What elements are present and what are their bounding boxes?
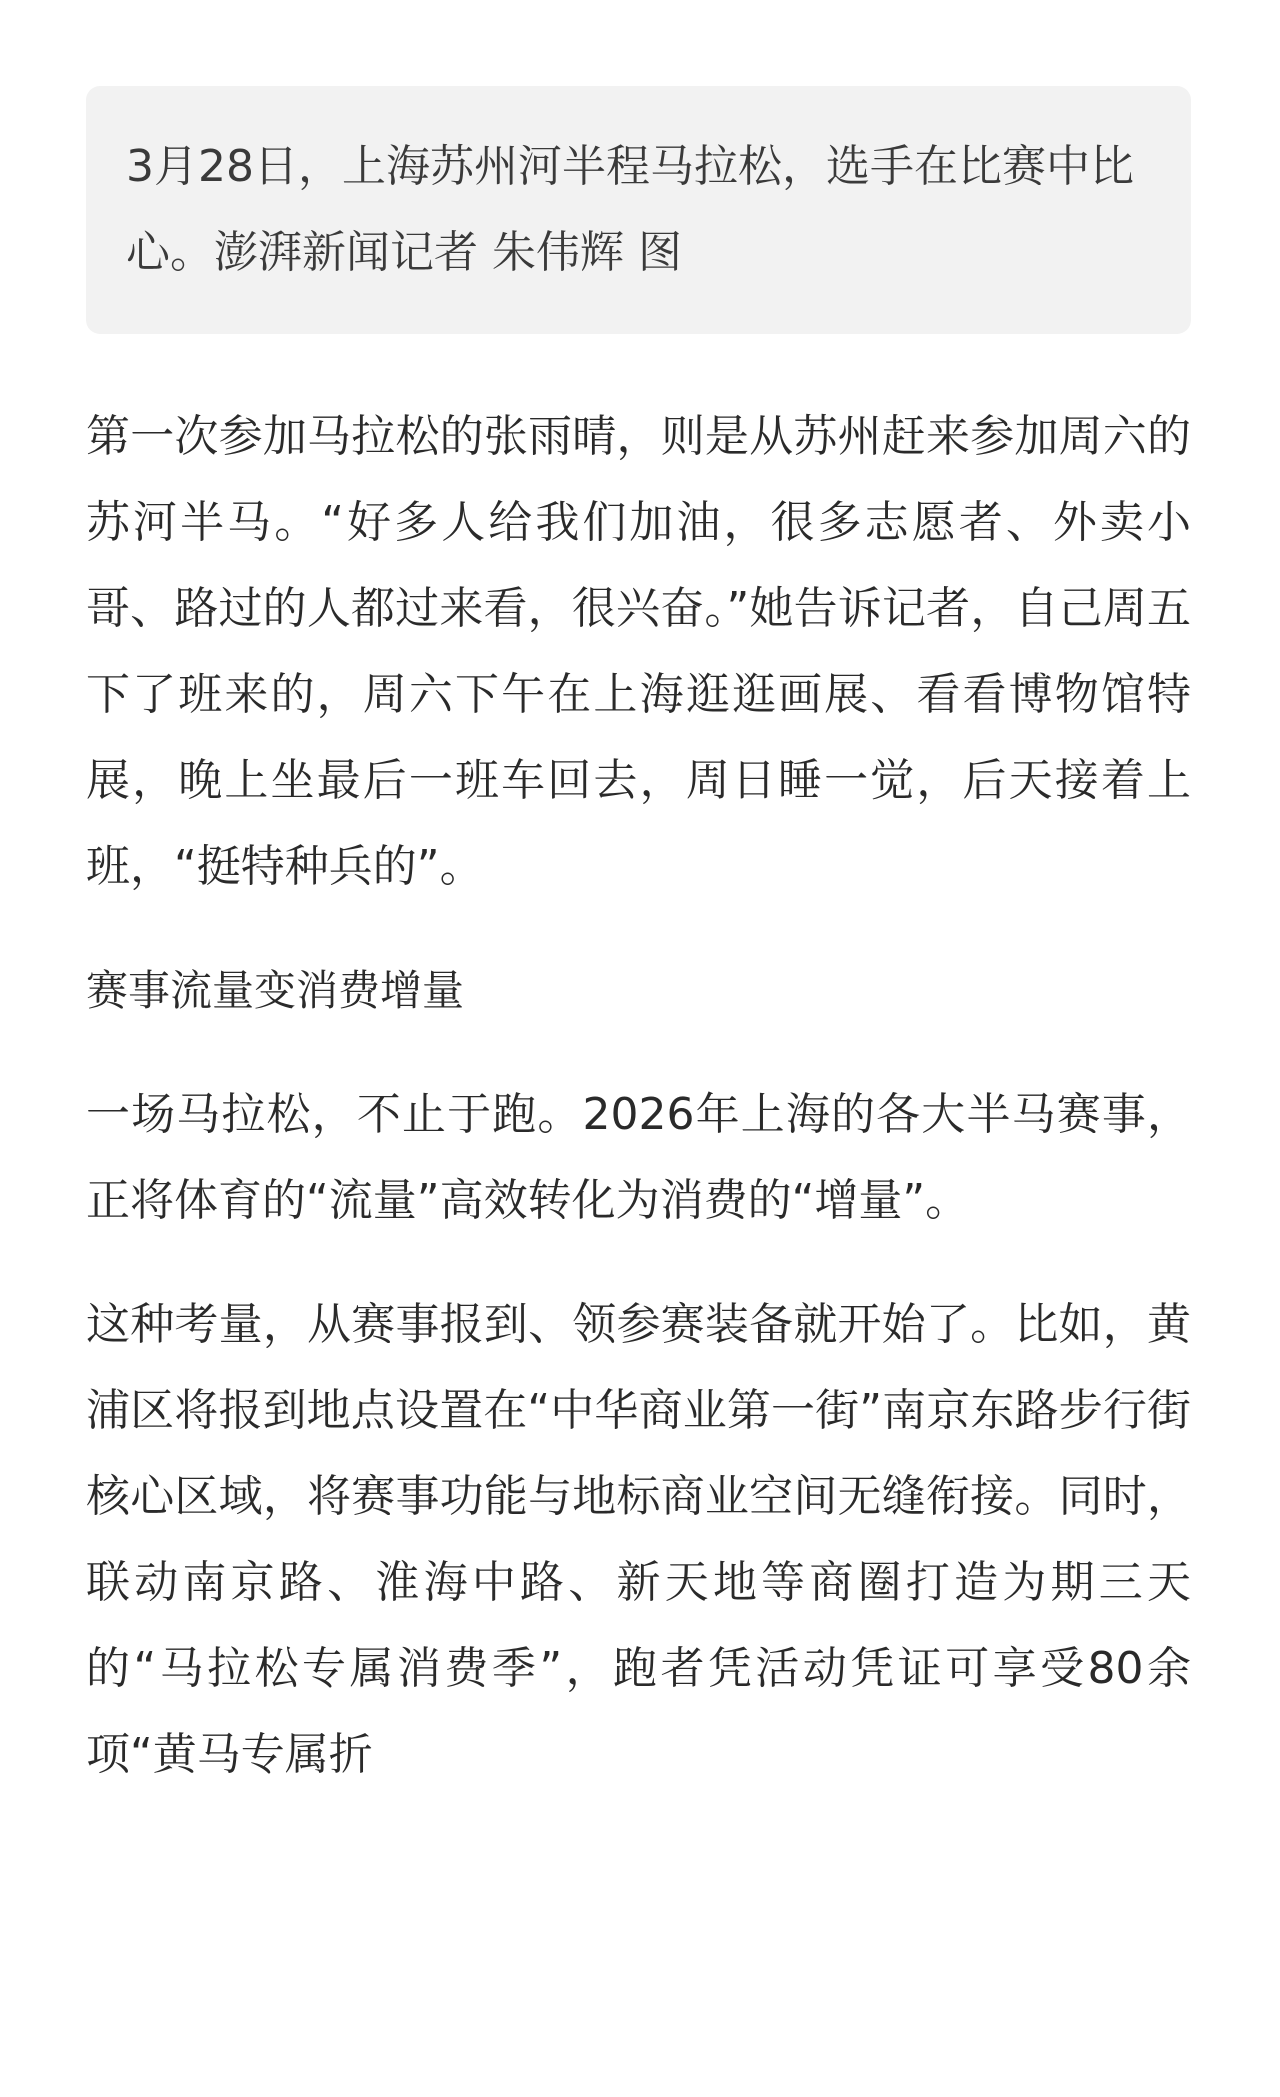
section-subheading: 赛事流量变消费增量: [86, 966, 465, 1015]
article-body: [86, 394, 1191, 1836]
caption-text: 3月28日，上海苏州河半程马拉松，选手在比赛中比心。澎湃新闻记者 朱伟辉 图: [126, 141, 1134, 278]
photo-caption: [86, 86, 1191, 334]
paragraph-traffic-to-consumption: 一场马拉松，不止于跑。2026年上海的各大半马赛事，正将体育的“流量”高效转化为消费的“增量”。: [86, 1089, 1191, 1226]
paragraph-zhang-yuqing: 第一次参加马拉松的张雨晴，则是从苏州赶来参加周六的苏河半马。“好多人给我们加油，很多志愿者、外卖小哥、路过的人都过来看，很兴奋。”她告诉记者，自己周五下了班来的，周六下午在上海逛逛画展、看看博物馆特展，晚上坐最后一班车回去，周日睡一觉，后天接着上班，“挺特种兵的”。: [86, 411, 1191, 892]
paragraph-registration-location: 这种考量，从赛事报到、领参赛装备就开始了。比如，黄浦区将报到地点设置在“中华商业第一街”南京东路步行街核心区域，将赛事功能与地标商业空间无缝衔接。同时，联动南京路、淮海中路、新天地等商圈打造为期三天的“马拉松专属消费季”，跑者凭活动凭证可享受80余项“黄马专属折: [86, 1299, 1191, 1780]
